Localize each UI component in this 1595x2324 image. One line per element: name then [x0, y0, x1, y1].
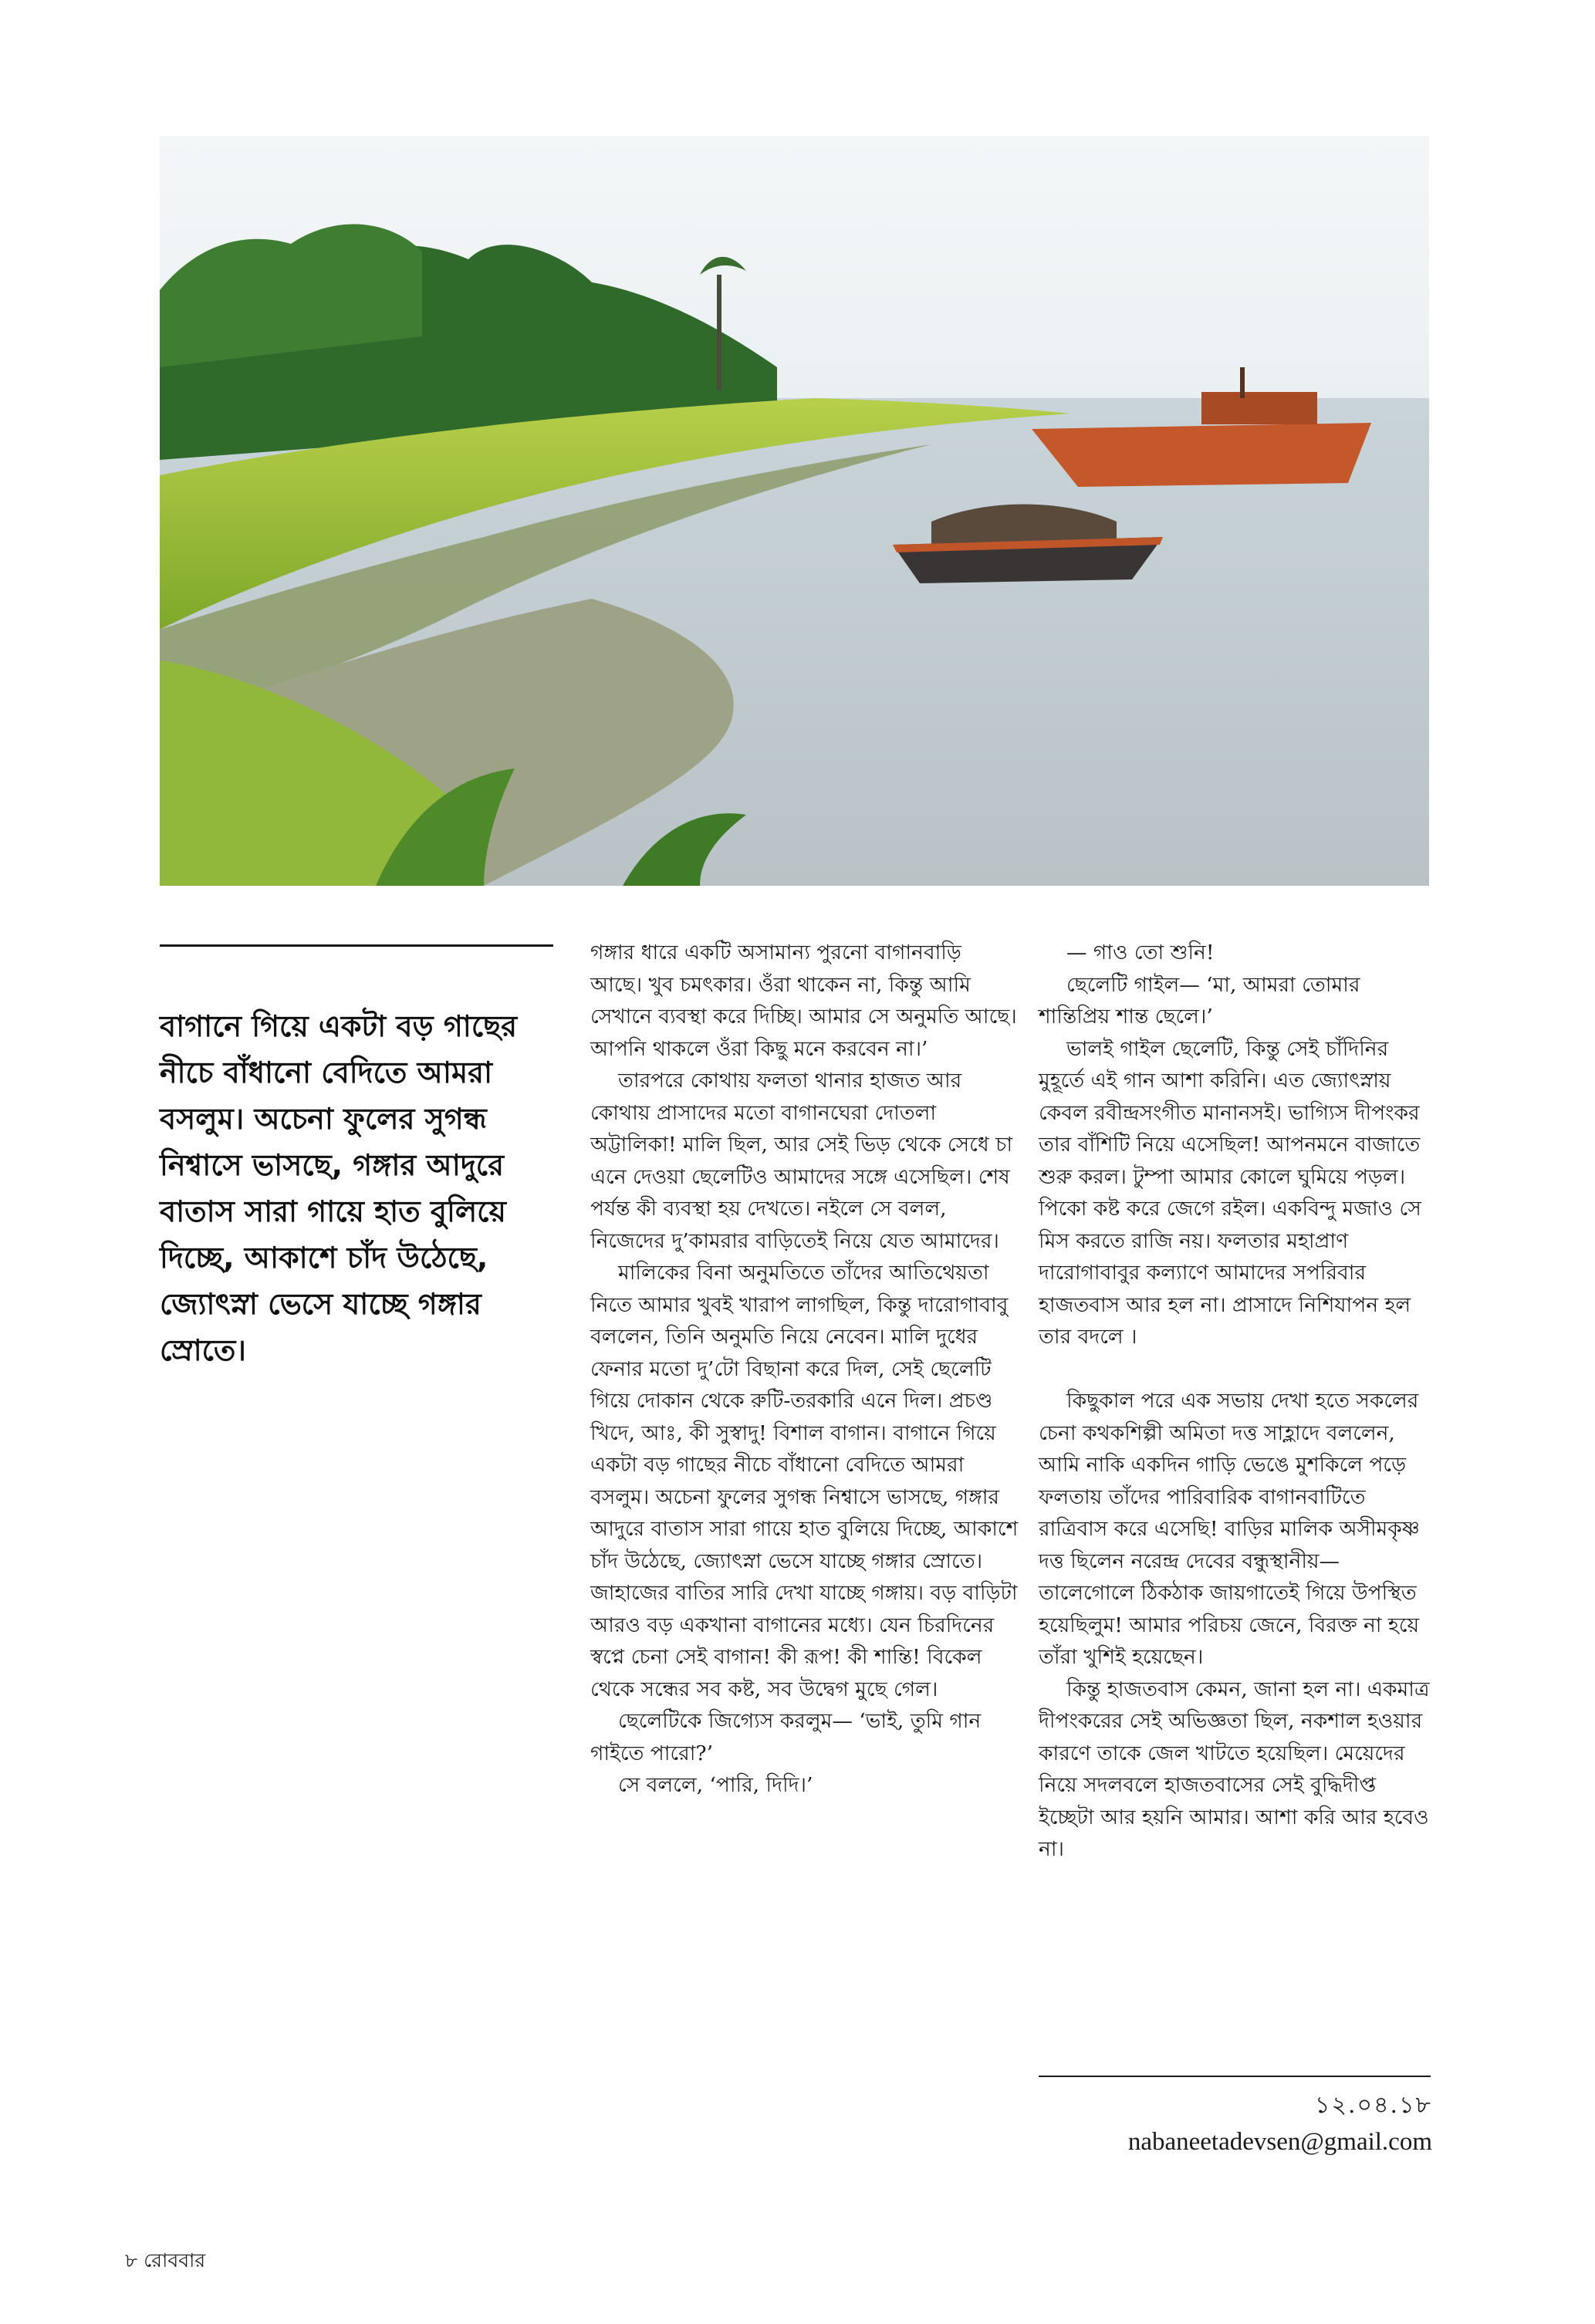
paragraph: মালিকের বিনা অনুমতিতে তাঁদের আতিথেয়তা নিতে আমার খুবই খারাপ লাগছিল, কিন্তু দারোগাবাবু বললেন, তিনি অনুমতি নিয়ে নেবেন। মালি দুধের ফেনার মতো দু’টো বিছানা করে দিল, সেই ছেলেটি গিয়ে দোকান থেকে রুটি-তরকারি এনে দিল। প্রচণ্ড খিদে, আঃ, কী সুস্বাদু! বিশাল বাগান। বাগানে গিয়ে একটা বড় গাছের নীচে বাঁধানো বেদিতে আমরা বসলুম। অচেনা ফুলের সুগন্ধ নিশ্বাসে ভাসছে, গঙ্গার আদুরে বাতাস সারা গায়ে হাত বুলিয়ে দিচ্ছে, আকাশে চাঁদ উঠেছে, জ্যোৎস্না ভেসে যাচ্ছে গঙ্গার স্রোতে। জাহাজের বাতির সারি দেখা যাচ্ছে গঙ্গায়। বড় বাড়িটা আরও বড় একখানা বাগানের মধ্যে। যেন চিরদিনের স্বপ্নে চেনা সেই বাগান! কী রূপ! কী শান্তি! বিকেল থেকে সন্ধের সব কষ্ট, সব উদ্বেগ মুছে গেল। — [590, 1261, 1019, 1701]
pull-quote: বাগানে গিয়ে একটা বড় গাছের নীচে বাঁধানো বেদিতে আমরা বসলুম। অচেনা ফুলের সুগন্ধ নিশ্বাসে ভাসছে, গঙ্গার আদুরে বাতাস সারা গায়ে হাত বুলিয়ে দিচ্ছে, আকাশে চাঁদ উঠেছে, জ্যোৎস্না ভেসে যাচ্ছে গঙ্গার স্রোতে। — [160, 1009, 518, 1367]
paragraph: কিছুকাল পরে এক সভায় দেখা হতে সকলের চেনা কথকশিল্পী অমিতা দত্ত সাহ্লাদে বললেন, আমি নাকি একদিন গাড়ি ভেঙে মুশকিলে পড়ে ফলতায় তাঁদের পারিবারিক বাগানবাটিতে রাত্রিবাস করে এসেছি! বাড়ির মালিক অসীমকৃষ্ণ দত্ত ছিলেন নরেন্দ্র দেবের বন্ধুস্থানীয়— তালেগোলে ঠিকঠাক জায়গাতেই গিয়ে উপস্থিত হয়েছিলুম! আমার পরিচয় জেনে, বিরক্ত না হয়ে তাঁরা খুশিই হয়েছেন। — [1039, 1389, 1420, 1669]
paragraph: — গাও তো শুনি! — [1066, 941, 1215, 964]
paragraph: ছেলেটিকে জিগ্যেস করলুম— ‘ভাই, তুমি গান গাইতে পারো?’ — [590, 1709, 982, 1765]
author-email: nabaneetadevsen@gmail.com — [1127, 2128, 1432, 2156]
paragraph: গঙ্গার ধারে একটি অসামান্য পুরনো বাগানবাড়ি আছে। খুব চমৎকার। ওঁরা থাকেন না, কিন্তু আমি সেখানে ব্যবস্থা করে দিচ্ছি। আমার সে অনুমতি আছে। আপনি থাকলে ওঁরা কিছু মনে করবেন না।’ — [590, 941, 1017, 1061]
page-folio: ৮ রোববার — [125, 2249, 206, 2272]
paragraph: সে বললে, ‘পারি, দিদি।’ — [618, 1773, 813, 1797]
pull-quote-rule — [160, 944, 553, 947]
paragraph: ভালই গাইল ছেলেটি, কিন্তু সেই চাঁদিনির মুহূর্তে এই গান আশা করিনি। এত জ্যোৎস্নায় কেবল রবীন্দ্রসংগীত মানানসই। ভাগ্যিস দীপংকর তার বাঁশিটি নিয়ে এসেছিল! আপনমনে বাজাতে শুরু করল। টুম্পা আমার কোলে ঘুমিয়ে পড়ল। পিকো কষ্ট করে জেগে রইল। একবিন্দু মজাও সে মিস করতে রাজি নয়। ফলতার মহাপ্রাণ দারোগাবাবুর কল্যাণে আমাদের সপরিবার হাজতবাস আর হল না। প্রাসাদে নিশিযাপন হল তার বদলে । — [1039, 1036, 1421, 1349]
signature-date: ১২.০৪.১৮ — [1315, 2092, 1432, 2119]
signature-rule — [1039, 2076, 1431, 2077]
river-boats-illustration — [160, 136, 1429, 886]
paragraph: তারপরে কোথায় ফলতা থানার হাজত আর কোথায় প্রাসাদের মতো বাগানঘেরা দোতলা অট্টালিকা! মালি ছিল, আর সেই ভিড় থেকে সেধে চা এনে দেওয়া ছেলেটিও আমাদের সঙ্গে এসেছিল। শেষ পর্যন্ত কী ব্যবস্থা হয় দেখতে। নইলে সে বলল, নিজেদের দু’কামরার বাড়িতেই নিয়ে যেত আমাদের। — [590, 1069, 1013, 1253]
paragraph: ছেলেটি গাইল— ‘মা, আমরা তোমার শান্তিপ্রিয় শান্ত ছেলে।’ — [1039, 972, 1360, 1029]
riverside-photo — [160, 136, 1429, 886]
article-column-1 — [590, 937, 1019, 1802]
paragraph: কিন্তু হাজতবাস কেমন, জানা হল না। একমাত্র দীপংকরের সেই অভিজ্ঞতা ছিল, নকশাল হওয়ার কারণে তাকে জেল খাটতে হয়েছিল। মেয়েদের নিয়ে সদলবলে হাজতবাসের সেই বুদ্ধিদীপ্ত ইচ্ছেটা আর হয়নি আমার। আশা করি আর হবেও না। — [1039, 1677, 1430, 1861]
article-column-2 — [1039, 937, 1432, 1866]
